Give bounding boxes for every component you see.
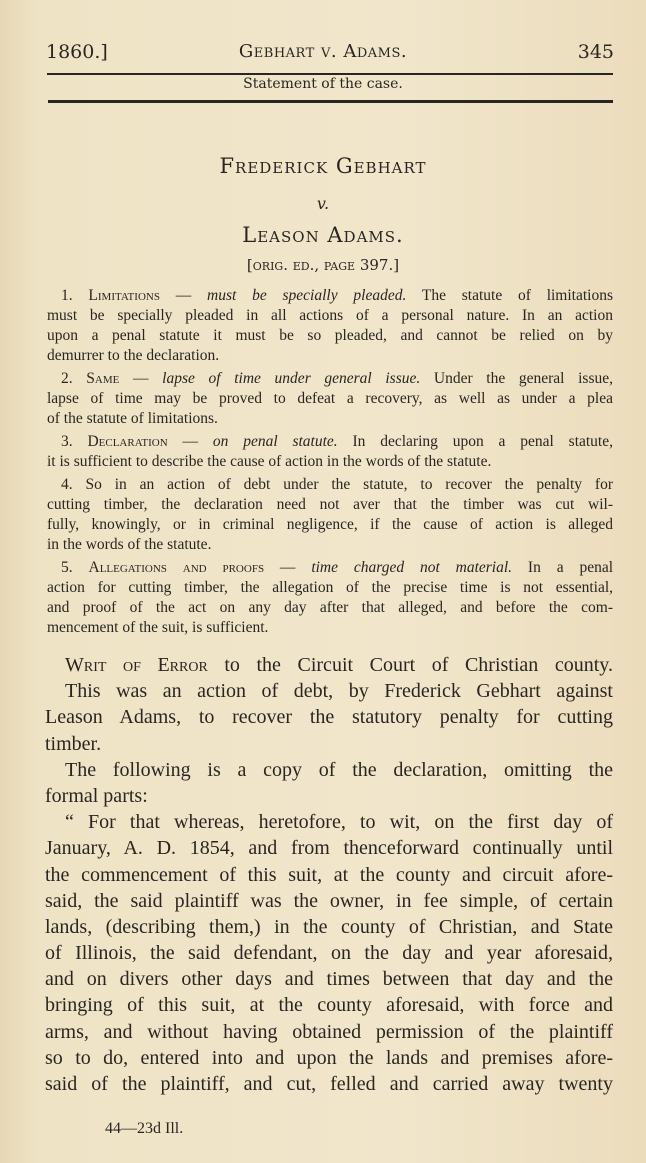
headnote-subtopic: must be specially pleaded. — [207, 287, 407, 304]
headnote-dash: — — [264, 559, 312, 576]
body-line: timber. — [45, 732, 102, 755]
headnote-line — [47, 475, 613, 495]
signature-mark: 44—23d Ill. — [105, 1120, 184, 1137]
headnote-number: 5. — [61, 559, 73, 576]
headnote-line — [47, 558, 613, 578]
paragraph-declaration-intro — [45, 757, 613, 809]
body-line: formal parts: — [45, 784, 148, 807]
headnote — [47, 369, 613, 429]
headnote-line: in the words of the statute. — [47, 536, 212, 553]
page-number: 345 — [577, 41, 614, 63]
headnote-line — [47, 369, 613, 389]
body-line: January, A. D. 1854, and from thenceforward continually until — [45, 837, 613, 860]
body-line: The following is a copy of the declaration, omitting the — [65, 758, 613, 781]
headnote-dash: — — [119, 370, 163, 387]
headnote-text: So in an action of debt under the statute, to recover the penalty for — [85, 476, 613, 493]
writ-line — [45, 652, 613, 678]
headnote-line: of the statute of limitations. — [47, 410, 218, 427]
headnote-line: upon a penal statute it must be so pleaded, and cannot be relied on by — [47, 327, 613, 344]
body-line: the commencement of this suit, at the county and circuit afore- — [45, 863, 613, 886]
headnote-number: 2. — [61, 370, 73, 387]
body-line: and on divers other days and times between that day and the — [45, 968, 613, 991]
headnote — [47, 432, 613, 472]
defendant-name: Leason Adams. — [242, 223, 404, 247]
headnote-number: 4. — [61, 476, 73, 493]
writ-rest: to the Circuit Court of Christian county. — [207, 654, 614, 676]
statement-body — [45, 652, 613, 1097]
headnote-line: fully, knowingly, or in criminal negligence, if the cause of action is alleged — [47, 516, 613, 533]
running-head-title: Gebhart v. Adams. — [238, 41, 408, 62]
body-line: Leason Adams, to recover the statutory penalty for cutting — [45, 706, 613, 729]
headnote-subtopic: time charged not material. — [311, 559, 513, 576]
headnote-dash: — — [167, 433, 213, 450]
headnote-line: mencement of the suit, is sufficient. — [47, 619, 269, 636]
plaintiff-name: Frederick Gebhart — [219, 154, 427, 178]
headnote-topic: Same — [86, 370, 120, 387]
headnote-topic: Allegations and proofs — [88, 559, 265, 576]
headnote-topic: Declaration — [87, 433, 168, 450]
subhead-rule — [48, 100, 613, 103]
paragraph-action — [45, 678, 613, 757]
headnote-text: The statute of limitations — [406, 287, 613, 304]
headnote-text: In a penal — [512, 559, 614, 576]
headnote-line: must be specially pleaded in all actions of a personal nature. In an action — [47, 307, 613, 324]
headnote-line: it is sufficient to describe the cause of action in the words of the statute. — [47, 453, 492, 470]
running-head-year: 1860.] — [46, 41, 108, 63]
original-edition-page: [orig. ed., page 397.] — [246, 256, 400, 274]
headnote — [47, 475, 613, 555]
headnote — [47, 286, 613, 366]
paragraph-declaration-quote — [45, 809, 613, 1097]
headnote — [47, 558, 613, 638]
headnote-number: 1. — [61, 287, 73, 304]
body-line: arms, and without having obtained permission of the plaintiff — [45, 1020, 613, 1043]
headnotes — [47, 286, 613, 641]
body-line: “ For that whereas, heretofore, to wit, on the first day of — [65, 811, 613, 834]
body-line: said, the said plaintiff was the owner, in fee simple, of certain — [45, 889, 613, 912]
headnote-subtopic: on penal statute. — [212, 433, 338, 450]
headnote-subtopic: lapse of time under general issue. — [162, 370, 421, 387]
subhead: Statement of the case. — [243, 76, 403, 92]
headnote-number: 3. — [61, 433, 73, 450]
headnote-topic: Limitations — [88, 287, 160, 304]
headnote-line: demurrer to the declaration. — [47, 347, 220, 364]
body-line: This was an action of debt, by Frederick Gebhart against — [65, 680, 613, 703]
headnote-line — [47, 286, 613, 306]
headnote-text: In declaring upon a penal statute, — [337, 433, 613, 450]
body-line: lands, (describing them,) in the county of Christian, and State — [45, 915, 613, 938]
body-line: said of the plaintiff, and cut, felled and carried away twenty — [45, 1073, 613, 1095]
headnote-line: lapse of time may be proved to defeat a recovery, as well as under a plea — [47, 390, 613, 407]
writ-of-error: Writ of Error — [65, 654, 208, 676]
header-rule — [47, 73, 613, 75]
headnote-line — [47, 432, 613, 452]
versus: v. — [316, 194, 330, 213]
body-line: of Illinois, the said defendant, on the day and year aforesaid, — [45, 942, 613, 965]
headnote-dash: — — [159, 287, 208, 304]
headnote-line: cutting timber, the declaration need not aver that the timber was cut wil- — [47, 496, 613, 513]
body-line: bringing of this suit, at the county aforesaid, with force and — [45, 994, 613, 1017]
headnote-line: action for cutting timber, the allegation of the precise time is not essential, — [47, 579, 613, 596]
headnote-text: Under the general issue, — [420, 370, 613, 387]
body-line: so to do, entered into and upon the lands and premises afore- — [45, 1046, 613, 1069]
headnote-line: and proof of the act on any day after that alleged, and before the com- — [47, 599, 613, 616]
